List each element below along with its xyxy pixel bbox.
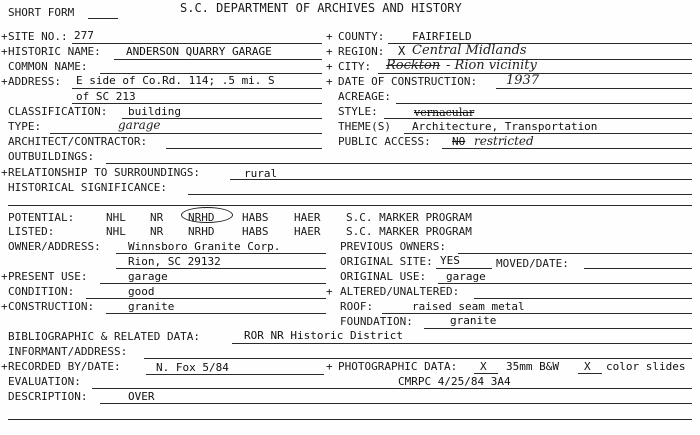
photo-reference-value: CMRPC 4/25/84 3A4 (398, 375, 511, 388)
historic-name-line (114, 59, 322, 60)
owner-city-line (116, 268, 326, 269)
county-label: COUNTY: (338, 30, 385, 43)
address-line-2: of SC 213 (76, 90, 136, 103)
address-label: ADDRESS: (8, 75, 61, 88)
altered-line (474, 298, 692, 299)
site-no-value: 277 (74, 29, 94, 42)
construction-line (106, 313, 326, 314)
bibliographic-value: ROR NR Historic District (244, 329, 403, 342)
listed-haer: HAER (294, 225, 321, 238)
city-label: CITY: (338, 60, 372, 73)
photographic-data-label: PHOTOGRAPHIC DATA: (338, 360, 458, 373)
photo-mark-color: X (584, 360, 591, 373)
photo-mark-35mm: X (480, 360, 487, 373)
recorded-by-value: N. Fox 5/84 (156, 361, 229, 374)
city-struck-value: Rockton (386, 58, 441, 73)
address-line-1: E side of Co.Rd. 114; .5 mi. S (76, 74, 275, 87)
owner-address-label: OWNER/ADDRESS: (8, 240, 101, 253)
region-label: REGION: (338, 45, 385, 58)
construction-value: granite (128, 300, 175, 313)
public-access-struck-value: NO (452, 135, 466, 148)
historic-name-label: HISTORIC NAME: (8, 45, 101, 58)
previous-owners-line (458, 253, 692, 254)
potential-nr: NR (150, 211, 164, 224)
listed-nr: NR (150, 225, 164, 238)
style-line (384, 118, 692, 119)
city-value: - Rion vicinity (446, 58, 537, 73)
original-use-label: ORIGINAL USE: (340, 270, 427, 283)
survey-form: SHORT FORM S.C. DEPARTMENT OF ARCHIVES AND HISTORY + SITE NO.: 277 + HISTORIC NAME: ANDERSON QUARRY GARAGE COMMON NAME: + ADDRESS: E side of Co.Rd. 114; .5 mi. S of SC 213 CLASSIFICATION: building TYPE: garage ARCHITECT/CONTRACTOR: OUTBUILDINGS: + RELATIONSHIP TO SURROUNDINGS: rural HISTORICAL SIGNIFICANCE: + COUNTY: FAIRFIELD + REGION: X Central Midlands + CITY: Rockton - Rion vicinity + DATE OF CONSTRUCTION: 1937 ACREAGE: STYLE: vernacular THEME(S) Architecture, Transportation PUBLIC ACCESS: NO restricted POTENTIAL: NHL NR NRHD HABS HAER S.C. MARKER PROGRAM LISTED: NHL NR NRHD HABS HAER S.C. MARKER PROGRAM OWNER/ADDRESS: Winnsboro Granite Corp. Rion, SC 29132 PREVIOUS OWNERS: ORIGINAL SITE: YES MOVED/DATE: + PRESENT USE: garage ORIGINAL USE: garage CONDITION: good + ALTERED/UNALTERED: + CONSTRUCTION: granite ROOF: raised seam metal FOUNDATION: granite BIBLIOGRAPHIC & RELATED DATA: ROR NR Historic District INFORMANT/ADDRESS: + RECORDED BY/DATE: N. Fox 5/84 + PHOTOGRAPHIC DATA: X 35mm B&W X color slides EVALUATION: CMRPC 4/25/84 3A4 DESCRIPTION: OVER (0, 0, 700, 435)
nrhd-selection-circle (181, 207, 233, 223)
informant-line (144, 358, 692, 359)
themes-value: Architecture, Transportation (412, 120, 598, 133)
architect-label: ARCHITECT/CONTRACTOR: (8, 135, 148, 148)
architect-line (166, 148, 322, 149)
moved-date-label: MOVED/DATE: (496, 257, 569, 270)
address-line-1-rule (72, 88, 322, 89)
style-label: STYLE: (338, 105, 378, 118)
type-label: TYPE: (8, 120, 42, 133)
photo-mark-color-line (578, 373, 602, 374)
significance-extra-line (8, 205, 692, 206)
original-site-line (436, 268, 492, 269)
original-site-value: YES (440, 254, 460, 267)
date-construction-label: DATE OF CONSTRUCTION: (338, 75, 478, 88)
original-use-line (438, 283, 692, 284)
condition-label: CONDITION: (8, 285, 75, 298)
listed-nrhd: NRHD (188, 225, 215, 238)
owner-name-line (116, 253, 326, 254)
date-construction-value: 1937 (506, 73, 540, 88)
original-site-label: ORIGINAL SITE: (340, 255, 433, 268)
relationship-value: rural (244, 167, 278, 180)
region-value: Central Midlands (412, 43, 527, 58)
potential-habs: HABS (242, 211, 269, 224)
outbuildings-label: OUTBUILDINGS: (8, 150, 95, 163)
altered-label: ALTERED/UNALTERED: (340, 285, 460, 298)
description-line (100, 403, 692, 404)
original-use-value: garage (446, 270, 486, 283)
roof-line (382, 313, 692, 314)
owner-name-value: Winnsboro Granite Corp. (128, 240, 281, 253)
type-line (50, 133, 322, 134)
potential-nrhd: NRHD (188, 211, 215, 224)
relationship-line (230, 179, 692, 180)
themes-label: THEME(S) (338, 120, 391, 133)
type-value: garage (118, 118, 161, 132)
acreage-label: ACREAGE: (338, 90, 391, 103)
roof-value: raised seam metal (412, 300, 525, 313)
owner-city-value: Rion, SC 29132 (128, 255, 221, 268)
listed-nhl: NHL (106, 225, 126, 238)
construction-label: CONSTRUCTION: (8, 300, 95, 313)
potential-nhl: NHL (106, 211, 126, 224)
form-type-label: SHORT FORM (8, 6, 75, 19)
historical-significance-line (188, 194, 692, 195)
condition-line (86, 298, 326, 299)
previous-owners-label: PREVIOUS OWNERS: (340, 240, 446, 253)
style-struck-value: vernacular (414, 106, 475, 119)
moved-date-line (584, 268, 692, 269)
relationship-label: RELATIONSHIP TO SURROUNDINGS: (8, 166, 201, 179)
historical-significance-label: HISTORICAL SIGNIFICANCE: (8, 181, 167, 194)
present-use-line (100, 283, 326, 284)
evaluation-line (92, 388, 692, 389)
public-access-value: restricted (474, 134, 534, 148)
region-checkmark: X (398, 44, 406, 58)
recorded-by-line (146, 374, 324, 375)
bibliographic-label: BIBLIOGRAPHIC & RELATED DATA: (8, 330, 201, 343)
description-label: DESCRIPTION: (8, 390, 88, 403)
condition-value: good (128, 285, 155, 298)
site-no-label: SITE NO.: (8, 30, 68, 43)
classification-label: CLASSIFICATION: (8, 105, 108, 118)
listed-marker: S.C. MARKER PROGRAM (346, 225, 472, 238)
address-line-2-rule (72, 103, 322, 104)
public-access-label: PUBLIC ACCESS: (338, 135, 431, 148)
foundation-value: granite (450, 314, 497, 327)
roof-label: ROOF: (340, 300, 374, 313)
public-access-line (442, 148, 692, 149)
listed-habs: HABS (242, 225, 269, 238)
evaluation-label: EVALUATION: (8, 375, 81, 388)
outbuildings-line (106, 163, 692, 164)
agency-title: S.C. DEPARTMENT OF ARCHIVES AND HISTORY (180, 1, 462, 15)
themes-line (404, 133, 692, 134)
photo-mark-35mm-line (474, 373, 498, 374)
classification-value: building (128, 105, 181, 118)
description-value: OVER (128, 390, 155, 403)
present-use-value: garage (128, 270, 168, 283)
historic-name-value: ANDERSON QUARRY GARAGE (126, 45, 272, 58)
site-no-line (72, 43, 322, 44)
common-name-label: COMMON NAME: (8, 60, 88, 73)
informant-label: INFORMANT/ADDRESS: (8, 345, 128, 358)
present-use-label: PRESENT USE: (8, 270, 88, 283)
potential-label: POTENTIAL: (8, 211, 75, 224)
description-extra-line (8, 419, 692, 420)
acreage-line (396, 103, 692, 104)
potential-haer: HAER (294, 211, 321, 224)
foundation-line (424, 328, 692, 329)
county-value: FAIRFIELD (412, 30, 472, 43)
form-type-blank (88, 18, 118, 19)
date-construction-line (496, 88, 692, 89)
listed-label: LISTED: (8, 225, 55, 238)
potential-marker: S.C. MARKER PROGRAM (346, 211, 472, 224)
photo-35mm-value: 35mm B&W (506, 360, 559, 373)
bibliographic-line (232, 343, 692, 344)
foundation-label: FOUNDATION: (340, 315, 413, 328)
recorded-by-label: RECORDED BY/DATE: (8, 360, 121, 373)
photo-color-value: color slides (606, 360, 686, 373)
